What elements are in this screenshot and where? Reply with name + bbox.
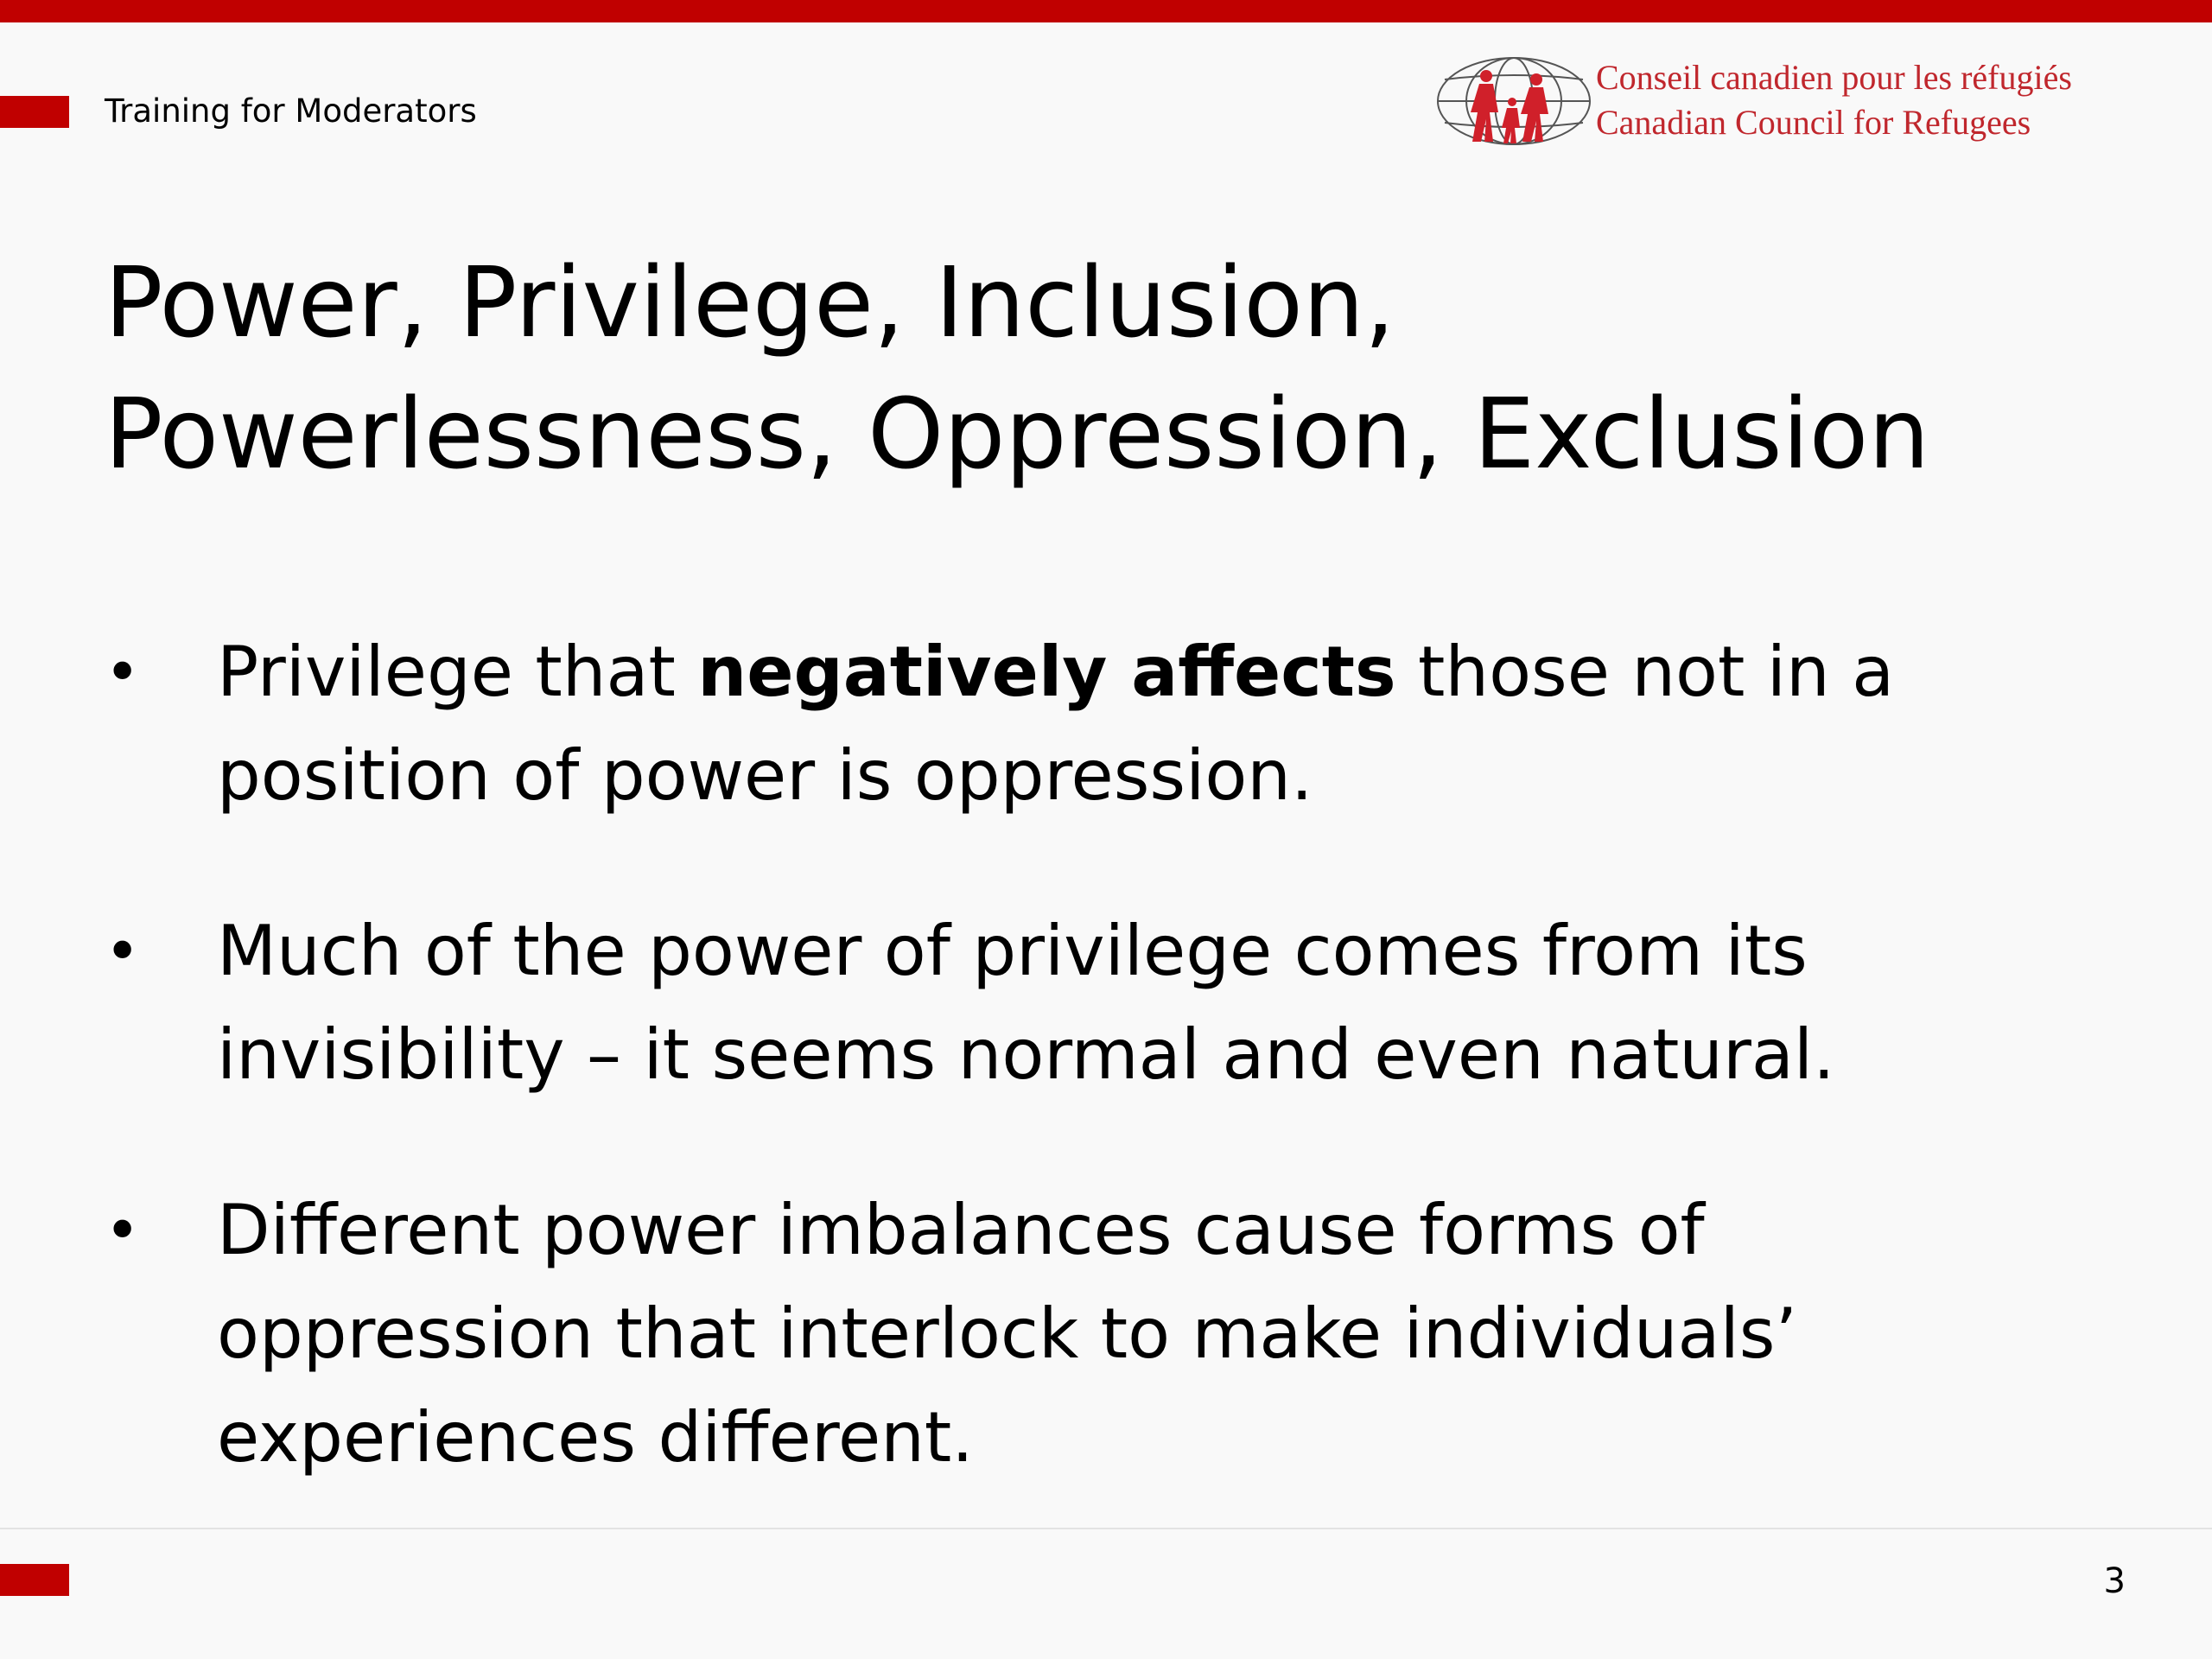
globe-with-family-figures-icon xyxy=(1434,52,1594,151)
bullet-text-segment: Privilege that xyxy=(217,632,698,712)
top-accent-bar xyxy=(0,0,2212,22)
logo-name-english: Canadian Council for Refugees xyxy=(1596,103,2031,142)
bullet-text xyxy=(217,899,2075,1107)
bullet-marker: • xyxy=(105,916,141,987)
bullet-line: oppression that interlock to make individuals’ xyxy=(217,1294,1797,1374)
header-accent-block xyxy=(0,96,69,128)
bullet-text xyxy=(217,620,2075,828)
header-label: Training for Moderators xyxy=(105,92,477,130)
organization-logo xyxy=(1434,52,2143,151)
footer-accent-block xyxy=(0,1564,69,1596)
slide-title-line-1: Power, Privilege, Inclusion, xyxy=(105,247,1395,359)
bullet-emphasis: negatively affects xyxy=(697,632,1396,712)
bullet-text xyxy=(217,1179,2075,1490)
footer-divider xyxy=(0,1528,2212,1529)
logo-text xyxy=(1596,55,2072,145)
bullet-text-segment: those not in a xyxy=(1395,632,1895,712)
bullet-line: Much of the power of privilege comes from its xyxy=(217,911,1808,991)
slide-title xyxy=(105,238,2092,500)
bullet-line: position of power is oppression. xyxy=(217,735,1313,816)
bullet-line: experiences different. xyxy=(217,1397,974,1478)
bullet-line: invisibility – it seems normal and even natural. xyxy=(217,1014,1835,1095)
logo-name-french: Conseil canadien pour les réfugiés xyxy=(1596,58,2072,97)
page-number: 3 xyxy=(2103,1561,2126,1601)
bullet-marker: • xyxy=(105,637,141,708)
slide-title-line-2: Powerlessness, Oppression, Exclusion xyxy=(105,378,1930,491)
bullet-line xyxy=(217,620,2075,724)
bullet-line: Different power imbalances cause forms of xyxy=(217,1190,1705,1270)
bullet-marker: • xyxy=(105,1195,141,1266)
